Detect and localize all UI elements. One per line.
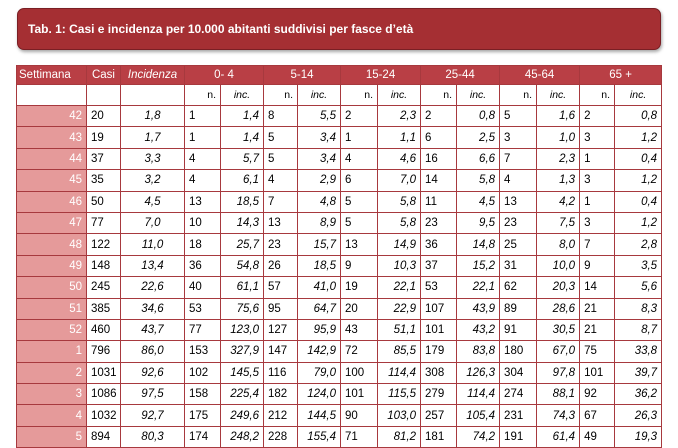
group-inc-cell: 28,6: [537, 298, 580, 319]
group-n-cell: 5: [341, 191, 378, 212]
header-group-45-64: 45-64: [500, 66, 580, 85]
group-n-cell: 279: [421, 384, 457, 405]
subheader-n: n.: [341, 85, 378, 106]
group-inc-cell: 1,2: [615, 170, 662, 191]
group-inc-cell: 126,3: [457, 362, 500, 383]
group-n-cell: 8: [264, 106, 298, 127]
subheader-inc: inc.: [298, 85, 341, 106]
group-inc-cell: 67,0: [537, 341, 580, 362]
group-inc-cell: 124,0: [298, 384, 341, 405]
group-inc-cell: 5,6: [615, 277, 662, 298]
group-inc-cell: 6,1: [221, 170, 264, 191]
group-inc-cell: 7,0: [378, 170, 421, 191]
week-cell: 1: [17, 341, 87, 362]
incidenza-cell: 22,6: [121, 277, 185, 298]
group-inc-cell: 30,5: [537, 319, 580, 340]
group-n-cell: 62: [500, 277, 537, 298]
group-inc-cell: 1,2: [615, 212, 662, 233]
casi-cell: 1086: [87, 384, 121, 405]
group-inc-cell: 7,5: [537, 212, 580, 233]
header-row: [17, 66, 662, 85]
group-n-cell: 71: [341, 426, 378, 447]
table-row: [17, 234, 662, 255]
group-n-cell: 101: [421, 319, 457, 340]
week-cell: 50: [17, 277, 87, 298]
group-n-cell: 2: [341, 106, 378, 127]
group-n-cell: 53: [185, 298, 221, 319]
week-cell: 47: [17, 212, 87, 233]
group-inc-cell: 15,2: [457, 255, 500, 276]
group-n-cell: 49: [580, 426, 615, 447]
group-n-cell: 14: [421, 170, 457, 191]
group-n-cell: 67: [580, 405, 615, 426]
table-row: [17, 212, 662, 233]
incidenza-cell: 4,5: [121, 191, 185, 212]
group-inc-cell: 2,3: [537, 148, 580, 169]
group-n-cell: 31: [500, 255, 537, 276]
group-n-cell: 116: [264, 362, 298, 383]
group-n-cell: 5: [341, 212, 378, 233]
group-n-cell: 10: [185, 212, 221, 233]
subheader-inc: inc.: [221, 85, 264, 106]
group-n-cell: 13: [185, 191, 221, 212]
group-inc-cell: 0,4: [615, 148, 662, 169]
table-row: [17, 277, 662, 298]
group-n-cell: 9: [580, 255, 615, 276]
table-title-text: Tab. 1: Casi e incidenza per 10.000 abitanti suddivisi per fasce d’età: [28, 22, 414, 36]
week-cell: 5: [17, 426, 87, 447]
incidenza-cell: 97,5: [121, 384, 185, 405]
group-n-cell: 147: [264, 341, 298, 362]
group-inc-cell: 0,8: [615, 106, 662, 127]
group-inc-cell: 1,4: [221, 106, 264, 127]
group-inc-cell: 43,9: [457, 298, 500, 319]
group-inc-cell: 1,4: [221, 127, 264, 148]
group-inc-cell: 2,5: [457, 127, 500, 148]
casi-cell: 50: [87, 191, 121, 212]
subheader-n: n.: [185, 85, 221, 106]
group-inc-cell: 3,4: [298, 148, 341, 169]
group-n-cell: 4: [185, 148, 221, 169]
group-n-cell: 127: [264, 319, 298, 340]
group-inc-cell: 9,5: [457, 212, 500, 233]
group-n-cell: 91: [500, 319, 537, 340]
incidenza-cell: 11,0: [121, 234, 185, 255]
table-row: [17, 426, 662, 447]
group-n-cell: 57: [264, 277, 298, 298]
group-inc-cell: 3,4: [298, 127, 341, 148]
group-inc-cell: 8,9: [298, 212, 341, 233]
group-n-cell: 95: [264, 298, 298, 319]
group-n-cell: 20: [341, 298, 378, 319]
group-inc-cell: 4,5: [457, 191, 500, 212]
group-n-cell: 43: [341, 319, 378, 340]
group-n-cell: 191: [500, 426, 537, 447]
group-n-cell: 4: [341, 148, 378, 169]
table-row: [17, 405, 662, 426]
table-row: [17, 362, 662, 383]
group-n-cell: 231: [500, 405, 537, 426]
group-inc-cell: 225,4: [221, 384, 264, 405]
casi-cell: 385: [87, 298, 121, 319]
group-inc-cell: 61,1: [221, 277, 264, 298]
group-n-cell: 1: [185, 127, 221, 148]
group-inc-cell: 2,3: [378, 106, 421, 127]
group-n-cell: 3: [580, 127, 615, 148]
group-n-cell: 25: [500, 234, 537, 255]
group-inc-cell: 54,8: [221, 255, 264, 276]
group-n-cell: 13: [500, 191, 537, 212]
week-cell: 2: [17, 362, 87, 383]
group-inc-cell: 155,4: [298, 426, 341, 447]
week-cell: 4: [17, 405, 87, 426]
group-inc-cell: 115,5: [378, 384, 421, 405]
group-inc-cell: 83,8: [457, 341, 500, 362]
group-n-cell: 16: [421, 148, 457, 169]
group-inc-cell: 327,9: [221, 341, 264, 362]
group-n-cell: 18: [185, 234, 221, 255]
group-inc-cell: 114,4: [457, 384, 500, 405]
group-inc-cell: 88,1: [537, 384, 580, 405]
group-inc-cell: 51,1: [378, 319, 421, 340]
group-inc-cell: 43,2: [457, 319, 500, 340]
incidence-table: [16, 65, 662, 448]
group-inc-cell: 0,4: [615, 191, 662, 212]
header-incidenza: Incidenza: [121, 66, 185, 85]
table-row: [17, 148, 662, 169]
group-n-cell: 4: [500, 170, 537, 191]
group-inc-cell: 95,9: [298, 319, 341, 340]
group-inc-cell: 15,7: [298, 234, 341, 255]
group-inc-cell: 6,6: [457, 148, 500, 169]
group-n-cell: 101: [341, 384, 378, 405]
group-n-cell: 36: [185, 255, 221, 276]
group-n-cell: 13: [341, 234, 378, 255]
casi-cell: 1032: [87, 405, 121, 426]
table-row: [17, 319, 662, 340]
group-n-cell: 13: [264, 212, 298, 233]
week-cell: 49: [17, 255, 87, 276]
group-n-cell: 7: [500, 148, 537, 169]
subheader-n: n.: [421, 85, 457, 106]
incidenza-cell: 13,4: [121, 255, 185, 276]
casi-cell: 796: [87, 341, 121, 362]
group-inc-cell: 41,0: [298, 277, 341, 298]
group-inc-cell: 249,6: [221, 405, 264, 426]
group-inc-cell: 0,8: [457, 106, 500, 127]
group-n-cell: 2: [421, 106, 457, 127]
casi-cell: 20: [87, 106, 121, 127]
table-row: [17, 384, 662, 405]
group-n-cell: 3: [580, 212, 615, 233]
group-inc-cell: 5,8: [457, 170, 500, 191]
group-inc-cell: 142,9: [298, 341, 341, 362]
group-inc-cell: 144,5: [298, 405, 341, 426]
group-n-cell: 72: [341, 341, 378, 362]
subheader-blank: [87, 85, 121, 106]
group-inc-cell: 5,8: [378, 212, 421, 233]
group-inc-cell: 1,3: [537, 170, 580, 191]
subheader-n: n.: [580, 85, 615, 106]
casi-cell: 37: [87, 148, 121, 169]
table-row: [17, 170, 662, 191]
group-inc-cell: 10,3: [378, 255, 421, 276]
incidenza-cell: 43,7: [121, 319, 185, 340]
group-n-cell: 92: [580, 384, 615, 405]
group-n-cell: 7: [264, 191, 298, 212]
group-n-cell: 101: [580, 362, 615, 383]
group-n-cell: 1: [580, 191, 615, 212]
incidenza-cell: 1,8: [121, 106, 185, 127]
group-inc-cell: 85,5: [378, 341, 421, 362]
group-n-cell: 6: [341, 170, 378, 191]
group-inc-cell: 4,6: [378, 148, 421, 169]
subheader-inc: inc.: [457, 85, 500, 106]
group-inc-cell: 74,2: [457, 426, 500, 447]
casi-cell: 245: [87, 277, 121, 298]
group-inc-cell: 5,7: [221, 148, 264, 169]
group-inc-cell: 36,2: [615, 384, 662, 405]
group-inc-cell: 123,0: [221, 319, 264, 340]
week-cell: 52: [17, 319, 87, 340]
incidenza-cell: 86,0: [121, 341, 185, 362]
group-inc-cell: 25,7: [221, 234, 264, 255]
incidenza-cell: 80,3: [121, 426, 185, 447]
incidenza-cell: 92,7: [121, 405, 185, 426]
week-cell: 48: [17, 234, 87, 255]
group-n-cell: 274: [500, 384, 537, 405]
casi-cell: 148: [87, 255, 121, 276]
table-row: [17, 341, 662, 362]
casi-cell: 77: [87, 212, 121, 233]
group-inc-cell: 18,5: [298, 255, 341, 276]
group-inc-cell: 18,5: [221, 191, 264, 212]
group-inc-cell: 81,2: [378, 426, 421, 447]
incidenza-cell: 34,6: [121, 298, 185, 319]
group-inc-cell: 64,7: [298, 298, 341, 319]
group-inc-cell: 22,9: [378, 298, 421, 319]
group-n-cell: 23: [421, 212, 457, 233]
subheader-inc: inc.: [378, 85, 421, 106]
group-n-cell: 5: [264, 127, 298, 148]
incidenza-cell: 1,7: [121, 127, 185, 148]
group-inc-cell: 2,8: [615, 234, 662, 255]
group-n-cell: 3: [580, 170, 615, 191]
week-cell: 45: [17, 170, 87, 191]
subheader-n: n.: [500, 85, 537, 106]
header-casi: Casi: [87, 66, 121, 85]
group-n-cell: 153: [185, 341, 221, 362]
group-inc-cell: 3,5: [615, 255, 662, 276]
header-settimana: Settimana: [17, 66, 87, 85]
group-n-cell: 304: [500, 362, 537, 383]
group-inc-cell: 4,2: [537, 191, 580, 212]
table-row: [17, 298, 662, 319]
group-inc-cell: 8,3: [615, 298, 662, 319]
week-cell: 3: [17, 384, 87, 405]
subheader-inc: inc.: [615, 85, 662, 106]
group-n-cell: 175: [185, 405, 221, 426]
subheader-n: n.: [264, 85, 298, 106]
group-n-cell: 179: [421, 341, 457, 362]
group-n-cell: 4: [264, 170, 298, 191]
group-inc-cell: 1,6: [537, 106, 580, 127]
group-n-cell: 53: [421, 277, 457, 298]
group-inc-cell: 5,8: [378, 191, 421, 212]
group-n-cell: 23: [500, 212, 537, 233]
group-inc-cell: 1,2: [615, 127, 662, 148]
group-n-cell: 257: [421, 405, 457, 426]
group-inc-cell: 22,1: [457, 277, 500, 298]
group-inc-cell: 1,0: [537, 127, 580, 148]
group-n-cell: 180: [500, 341, 537, 362]
group-inc-cell: 1,1: [378, 127, 421, 148]
casi-cell: 19: [87, 127, 121, 148]
header-group-15-24: 15-24: [341, 66, 421, 85]
group-n-cell: 174: [185, 426, 221, 447]
group-inc-cell: 4,8: [298, 191, 341, 212]
casi-cell: 122: [87, 234, 121, 255]
casi-cell: 35: [87, 170, 121, 191]
group-n-cell: 5: [264, 148, 298, 169]
group-n-cell: 37: [421, 255, 457, 276]
group-inc-cell: 114,4: [378, 362, 421, 383]
group-inc-cell: 8,0: [537, 234, 580, 255]
group-n-cell: 40: [185, 277, 221, 298]
group-n-cell: 102: [185, 362, 221, 383]
group-n-cell: 182: [264, 384, 298, 405]
group-inc-cell: 33,8: [615, 341, 662, 362]
incidenza-cell: 3,2: [121, 170, 185, 191]
group-n-cell: 4: [185, 170, 221, 191]
week-cell: 44: [17, 148, 87, 169]
casi-cell: 460: [87, 319, 121, 340]
group-n-cell: 158: [185, 384, 221, 405]
group-inc-cell: 103,0: [378, 405, 421, 426]
group-n-cell: 100: [341, 362, 378, 383]
group-n-cell: 7: [580, 234, 615, 255]
group-inc-cell: 26,3: [615, 405, 662, 426]
subheader-inc: inc.: [537, 85, 580, 106]
group-n-cell: 23: [264, 234, 298, 255]
group-n-cell: 1: [185, 106, 221, 127]
group-inc-cell: 145,5: [221, 362, 264, 383]
group-n-cell: 181: [421, 426, 457, 447]
group-inc-cell: 14,8: [457, 234, 500, 255]
group-inc-cell: 14,3: [221, 212, 264, 233]
group-inc-cell: 97,8: [537, 362, 580, 383]
week-cell: 43: [17, 127, 87, 148]
casi-cell: 894: [87, 426, 121, 447]
group-n-cell: 9: [341, 255, 378, 276]
group-n-cell: 212: [264, 405, 298, 426]
table-body: [17, 106, 662, 448]
group-n-cell: 1: [580, 148, 615, 169]
casi-cell: 1031: [87, 362, 121, 383]
group-inc-cell: 20,3: [537, 277, 580, 298]
group-n-cell: 308: [421, 362, 457, 383]
group-n-cell: 26: [264, 255, 298, 276]
week-cell: 42: [17, 106, 87, 127]
group-inc-cell: 75,6: [221, 298, 264, 319]
group-inc-cell: 8,7: [615, 319, 662, 340]
group-n-cell: 77: [185, 319, 221, 340]
group-n-cell: 107: [421, 298, 457, 319]
group-n-cell: 89: [500, 298, 537, 319]
group-inc-cell: 19,3: [615, 426, 662, 447]
group-inc-cell: 248,2: [221, 426, 264, 447]
header-group-25-44: 25-44: [421, 66, 500, 85]
incidenza-cell: 3,3: [121, 148, 185, 169]
incidenza-cell: 92,6: [121, 362, 185, 383]
group-n-cell: 21: [580, 319, 615, 340]
table-title: [17, 8, 661, 50]
group-n-cell: 6: [421, 127, 457, 148]
group-n-cell: 2: [580, 106, 615, 127]
header-group-65-plus: 65 +: [580, 66, 662, 85]
group-n-cell: 90: [341, 405, 378, 426]
group-n-cell: 5: [500, 106, 537, 127]
group-n-cell: 11: [421, 191, 457, 212]
subheader-row: [17, 85, 662, 106]
group-n-cell: 1: [341, 127, 378, 148]
group-inc-cell: 10,0: [537, 255, 580, 276]
week-cell: 51: [17, 298, 87, 319]
group-inc-cell: 74,3: [537, 405, 580, 426]
group-n-cell: 19: [341, 277, 378, 298]
week-cell: 46: [17, 191, 87, 212]
group-inc-cell: 14,9: [378, 234, 421, 255]
group-inc-cell: 22,1: [378, 277, 421, 298]
header-group-5-14: 5-14: [264, 66, 341, 85]
group-inc-cell: 2,9: [298, 170, 341, 191]
group-inc-cell: 105,4: [457, 405, 500, 426]
group-n-cell: 75: [580, 341, 615, 362]
table-row: [17, 191, 662, 212]
group-n-cell: 3: [500, 127, 537, 148]
subheader-blank: [17, 85, 87, 106]
group-inc-cell: 79,0: [298, 362, 341, 383]
group-n-cell: 36: [421, 234, 457, 255]
group-n-cell: 21: [580, 298, 615, 319]
table-row: [17, 127, 662, 148]
header-group-0-4: 0- 4: [185, 66, 264, 85]
table-row: [17, 106, 662, 127]
group-inc-cell: 61,4: [537, 426, 580, 447]
group-inc-cell: 39,7: [615, 362, 662, 383]
table-row: [17, 255, 662, 276]
incidenza-cell: 7,0: [121, 212, 185, 233]
group-n-cell: 14: [580, 277, 615, 298]
group-n-cell: 228: [264, 426, 298, 447]
group-inc-cell: 5,5: [298, 106, 341, 127]
subheader-blank: [121, 85, 185, 106]
